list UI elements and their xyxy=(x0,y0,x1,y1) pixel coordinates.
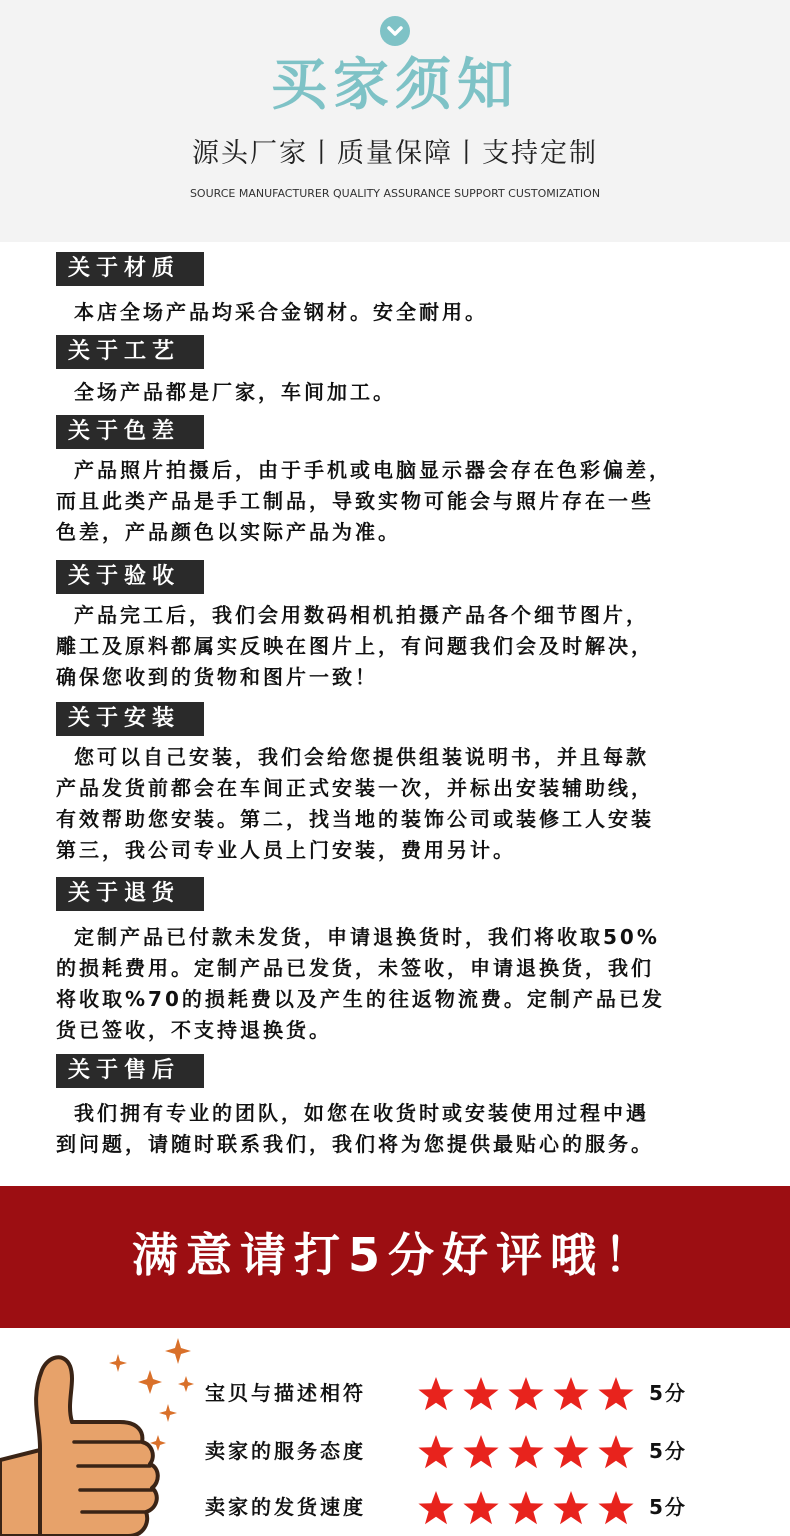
star-icon xyxy=(552,1434,590,1470)
rating-label: 卖家的发货速度 xyxy=(205,1495,366,1519)
section-text-material xyxy=(74,297,786,328)
section-text-returns xyxy=(56,922,768,1046)
rating-score: 5分 xyxy=(649,1381,687,1405)
text-line: 确保您收到的货物和图片一致！ xyxy=(56,665,378,689)
text-line: 将收取%70的损耗费以及产生的往返物流费。定制产品已发 xyxy=(56,987,665,1011)
text-line: 我们拥有专业的团队，如您在收货时或安装使用过程中遇 xyxy=(74,1101,649,1125)
text-line: 全场产品都是厂家，车间加工。 xyxy=(74,380,396,404)
section-text-installation xyxy=(56,742,768,866)
star-icon xyxy=(417,1490,455,1526)
section-title-inspection: 关于验收 xyxy=(56,560,204,594)
text-line: 色差，产品颜色以实际产品为准。 xyxy=(56,520,401,544)
section-title-color: 关于色差 xyxy=(56,415,204,449)
chevron-down-icon xyxy=(380,16,410,46)
text-line: 有效帮助您安装。第二，找当地的装饰公司或装修工人安装 xyxy=(56,807,654,831)
section-text-after-sales xyxy=(56,1098,768,1160)
star-icon xyxy=(597,1376,635,1412)
text-line: 的损耗费用。定制产品已发货，未签收，申请退换货，我们 xyxy=(56,956,654,980)
text-line: 产品发货前都会在车间正式安装一次，并标出安装辅助线， xyxy=(56,776,654,800)
star-icon xyxy=(597,1490,635,1526)
section-text-color xyxy=(56,455,768,548)
text-line: 产品完工后，我们会用数码相机拍摄产品各个细节图片， xyxy=(74,603,649,627)
star-icon xyxy=(417,1434,455,1470)
rating-row-description xyxy=(205,1374,765,1414)
text-line: 到问题，请随时联系我们，我们将为您提供最贴心的服务。 xyxy=(56,1132,654,1156)
banner-text: 满意请打5分好评哦！ xyxy=(131,1228,658,1282)
text-line: 您可以自己安装，我们会给您提供组装说明书，并且每款 xyxy=(74,745,649,769)
text-line: 定制产品已付款未发货，申请退换货时，我们将收取50% xyxy=(74,925,660,949)
section-title-craft: 关于工艺 xyxy=(56,335,204,369)
star-icon xyxy=(552,1490,590,1526)
text-line: 本店全场产品均采合金钢材。安全耐用。 xyxy=(74,300,488,324)
rating-row-service xyxy=(205,1432,765,1472)
text-line: 产品照片拍摄后，由于手机或电脑显示器会存在色彩偏差， xyxy=(74,458,672,482)
text-line: 雕工及原料都属实反映在图片上，有问题我们会及时解决， xyxy=(56,634,654,658)
section-title-after-sales: 关于售后 xyxy=(56,1054,204,1088)
text-line: 货已签收，不支持退换货。 xyxy=(56,1018,332,1042)
thumbs-up-icon xyxy=(0,1330,200,1536)
page-subtitle-english: SOURCE MANUFACTURER QUALITY ASSURANCE SUPPORT CUSTOMIZATION xyxy=(189,187,601,200)
rating-label: 宝贝与描述相符 xyxy=(205,1381,366,1405)
star-icon xyxy=(417,1376,455,1412)
header xyxy=(0,0,790,242)
rating-score: 5分 xyxy=(649,1495,687,1519)
text-line: 第三，我公司专业人员上门安装，费用另计。 xyxy=(56,838,516,862)
rating-score: 5分 xyxy=(649,1439,687,1463)
rating-label: 卖家的服务态度 xyxy=(205,1439,366,1463)
star-icon xyxy=(597,1434,635,1470)
star-icon xyxy=(462,1434,500,1470)
star-icon xyxy=(507,1490,545,1526)
star-icon xyxy=(552,1376,590,1412)
section-title-returns: 关于退货 xyxy=(56,877,204,911)
star-icon xyxy=(507,1434,545,1470)
star-icon xyxy=(507,1376,545,1412)
star-icon xyxy=(462,1490,500,1526)
section-title-material: 关于材质 xyxy=(56,252,204,286)
rating-row-shipping xyxy=(205,1488,765,1528)
section-text-inspection xyxy=(56,600,768,693)
star-icon xyxy=(462,1376,500,1412)
rating-banner xyxy=(0,1186,790,1328)
section-title-installation: 关于安装 xyxy=(56,702,204,736)
page-subtitle: 源头厂家丨质量保障丨支持定制 xyxy=(192,138,598,169)
section-text-craft xyxy=(74,377,786,408)
text-line: 而且此类产品是手工制品，导致实物可能会与照片存在一些 xyxy=(56,489,654,513)
page-title: 买家须知 xyxy=(271,53,519,118)
